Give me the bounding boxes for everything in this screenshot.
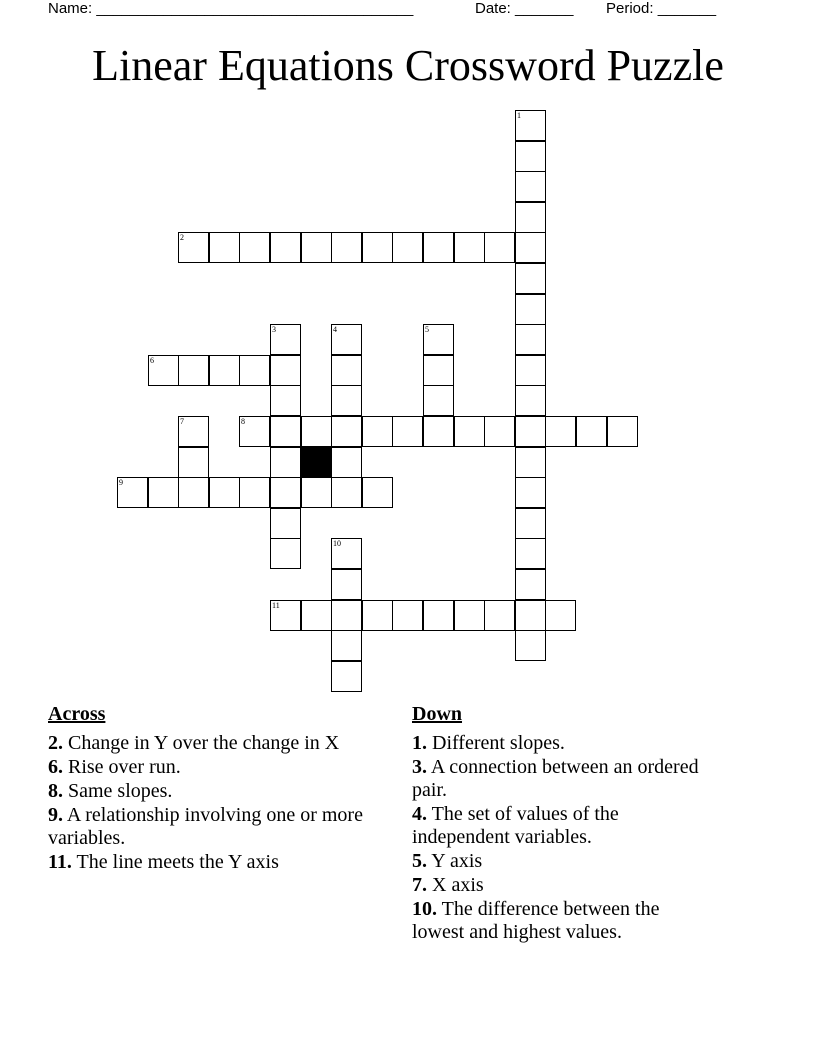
grid-cell[interactable]: [331, 661, 362, 692]
grid-cell[interactable]: [239, 416, 270, 447]
clue-number: 8: [241, 417, 245, 426]
grid-cell[interactable]: [515, 294, 546, 325]
clue-number: 6: [150, 356, 154, 365]
down-clue: [412, 898, 712, 944]
grid-cell[interactable]: [515, 569, 546, 600]
clue-text: Rise over run.: [68, 756, 181, 778]
grid-cell[interactable]: [148, 477, 179, 508]
clue-text: Change in Y over the change in X: [68, 732, 340, 754]
grid-cell[interactable]: [392, 232, 423, 263]
grid-cell[interactable]: [209, 355, 240, 386]
down-clue: [412, 756, 712, 802]
grid-cell[interactable]: [178, 355, 209, 386]
grid-cell[interactable]: [270, 385, 301, 416]
grid-cell[interactable]: [239, 355, 270, 386]
grid-cell[interactable]: [423, 385, 454, 416]
grid-cell[interactable]: [270, 232, 301, 263]
grid-cell[interactable]: [515, 416, 546, 447]
clue-text: The line meets the Y axis: [76, 851, 279, 873]
grid-cell[interactable]: [301, 232, 332, 263]
clue-number: 11: [272, 601, 280, 610]
grid-cell[interactable]: [331, 569, 362, 600]
grid-cell[interactable]: [270, 355, 301, 386]
grid-cell[interactable]: [423, 232, 454, 263]
grid-cell[interactable]: [331, 416, 362, 447]
period-field[interactable]: Period: _______: [606, 0, 717, 17]
clue-text: X axis: [432, 874, 484, 896]
clue-number-label: 8.: [48, 780, 63, 802]
grid-cell[interactable]: [515, 447, 546, 478]
clue-text: The set of values of the independent variables.: [412, 803, 619, 848]
grid-cell[interactable]: [301, 600, 332, 631]
grid-cell[interactable]: [515, 385, 546, 416]
grid-cell[interactable]: [515, 232, 546, 263]
grid-cell[interactable]: [515, 202, 546, 233]
grid-cell[interactable]: [270, 508, 301, 539]
name-field[interactable]: Name: ______________________________________: [48, 0, 414, 17]
grid-cell[interactable]: [209, 477, 240, 508]
grid-cell[interactable]: [454, 416, 485, 447]
grid-cell[interactable]: [331, 385, 362, 416]
grid-cell[interactable]: [392, 600, 423, 631]
grid-cell[interactable]: [270, 447, 301, 478]
clue-number-label: 10.: [412, 898, 437, 920]
clue-number: 3: [272, 325, 276, 334]
grid-cell[interactable]: [331, 232, 362, 263]
grid-cell[interactable]: [178, 232, 209, 263]
down-clues: [412, 702, 712, 945]
clue-number: 5: [425, 325, 429, 334]
clue-number-label: 7.: [412, 874, 427, 896]
grid-cell[interactable]: [331, 630, 362, 661]
grid-cell[interactable]: [515, 630, 546, 661]
grid-cell[interactable]: [515, 263, 546, 294]
grid-cell[interactable]: [239, 477, 270, 508]
down-heading: Down: [412, 703, 463, 725]
grid-cell[interactable]: [331, 538, 362, 569]
grid-cell[interactable]: [362, 600, 393, 631]
grid-cell[interactable]: [515, 324, 546, 355]
clue-number: 1: [517, 111, 521, 120]
clue-number-label: 9.: [48, 804, 63, 826]
grid-cell[interactable]: [331, 447, 362, 478]
grid-cell[interactable]: [117, 477, 148, 508]
grid-cell[interactable]: [454, 600, 485, 631]
grid-cell[interactable]: [362, 232, 393, 263]
clue-number-label: 3.: [412, 756, 427, 778]
clue-number-label: 6.: [48, 756, 63, 778]
clue-number-label: 2.: [48, 732, 63, 754]
clue-number: 10: [333, 539, 341, 548]
grid-cell[interactable]: [178, 477, 209, 508]
clue-number: 9: [119, 478, 123, 487]
grid-cell[interactable]: [178, 416, 209, 447]
grid-cell[interactable]: [331, 355, 362, 386]
down-clue: [412, 874, 712, 897]
grid-cell[interactable]: [178, 447, 209, 478]
grid-cell[interactable]: [362, 477, 393, 508]
grid-cell[interactable]: [301, 416, 332, 447]
grid-cell[interactable]: [515, 600, 546, 631]
grid-cell[interactable]: [515, 477, 546, 508]
down-clue: [412, 732, 712, 755]
clue-text: The difference between the lowest and highest values.: [412, 898, 660, 943]
down-clue-list: [412, 732, 712, 944]
grid-cell[interactable]: [545, 600, 576, 631]
grid-cell[interactable]: [515, 141, 546, 172]
grid-cell[interactable]: [270, 600, 301, 631]
clue-number-label: 11.: [48, 851, 72, 873]
grid-cell[interactable]: [515, 538, 546, 569]
across-clue: [48, 804, 388, 850]
clue-text: Y axis: [431, 850, 483, 872]
grid-cell[interactable]: [209, 232, 240, 263]
black-cell: [301, 447, 332, 478]
clue-number-label: 5.: [412, 850, 427, 872]
grid-cell[interactable]: [515, 508, 546, 539]
clue-number-label: 1.: [412, 732, 427, 754]
grid-cell[interactable]: [270, 538, 301, 569]
grid-cell[interactable]: [484, 416, 515, 447]
grid-cell[interactable]: [331, 477, 362, 508]
grid-cell[interactable]: [484, 232, 515, 263]
grid-cell[interactable]: [148, 355, 179, 386]
clue-text: A connection between an ordered pair.: [412, 756, 699, 801]
clue-number-label: 4.: [412, 803, 427, 825]
grid-cell[interactable]: [576, 416, 607, 447]
clue-number: 4: [333, 325, 337, 334]
across-clue: [48, 732, 388, 755]
grid-cell[interactable]: [270, 416, 301, 447]
across-clues: [48, 702, 388, 875]
grid-cell[interactable]: [331, 324, 362, 355]
date-field[interactable]: Date: _______: [475, 0, 574, 17]
grid-cell[interactable]: [331, 600, 362, 631]
page-title: Linear Equations Crossword Puzzle: [92, 41, 724, 90]
across-clue: [48, 756, 388, 779]
grid-cell[interactable]: [454, 232, 485, 263]
grid-cell[interactable]: [270, 477, 301, 508]
grid-cell[interactable]: [423, 600, 454, 631]
grid-cell[interactable]: [423, 416, 454, 447]
grid-cell[interactable]: [515, 355, 546, 386]
grid-cell[interactable]: [515, 171, 546, 202]
grid-cell[interactable]: [545, 416, 576, 447]
grid-cell[interactable]: [607, 416, 638, 447]
across-clue: [48, 780, 388, 803]
down-clue: [412, 850, 712, 873]
grid-cell[interactable]: [392, 416, 423, 447]
clue-number: 2: [180, 233, 184, 242]
down-clue: [412, 803, 712, 849]
across-clue-list: [48, 732, 388, 874]
grid-cell[interactable]: [484, 600, 515, 631]
grid-cell[interactable]: [270, 324, 301, 355]
grid-cell[interactable]: [239, 232, 270, 263]
grid-cell[interactable]: [423, 324, 454, 355]
clue-text: A relationship involving one or more variables.: [48, 804, 363, 849]
clue-text: Same slopes.: [68, 780, 173, 802]
across-clue: [48, 851, 388, 874]
grid-cell[interactable]: [362, 416, 393, 447]
grid-cell[interactable]: [301, 477, 332, 508]
grid-cell[interactable]: [423, 355, 454, 386]
grid-cell[interactable]: [515, 110, 546, 141]
clue-text: Different slopes.: [432, 732, 565, 754]
clue-number: 7: [180, 417, 184, 426]
across-heading: Across: [48, 703, 106, 725]
